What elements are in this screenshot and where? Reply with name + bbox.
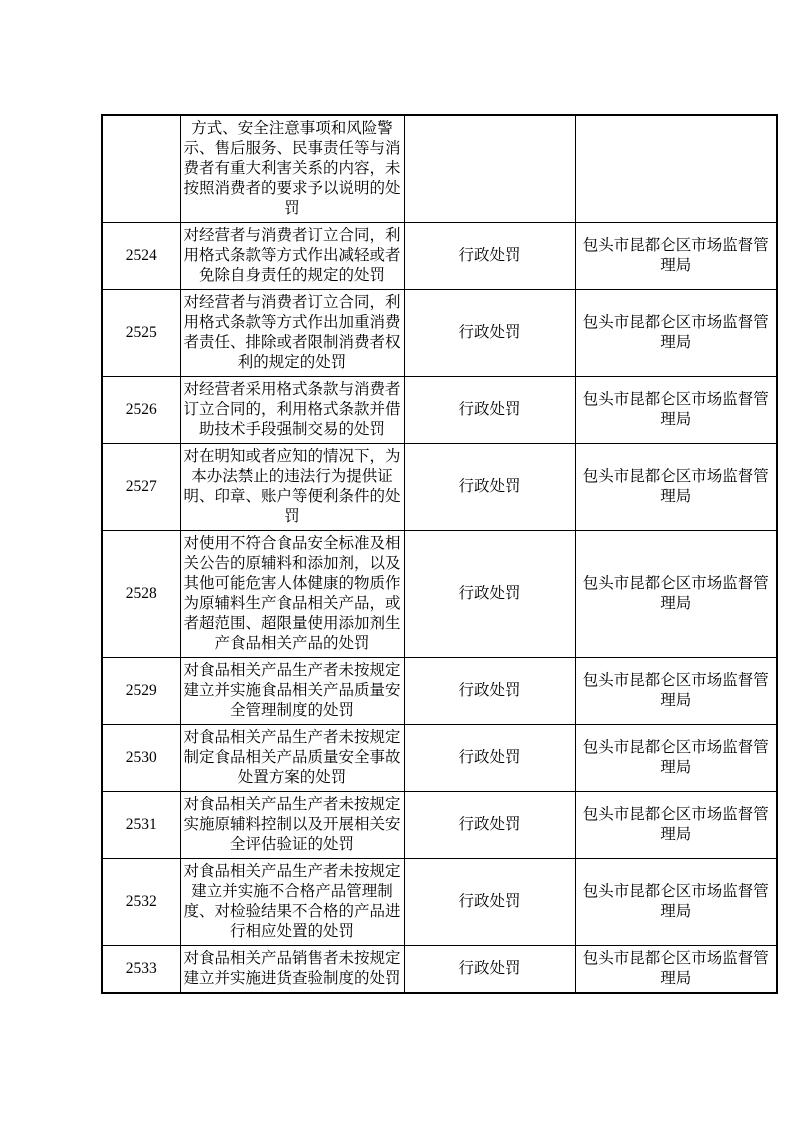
penalty-type-cell: 行政处罚 [404,725,575,792]
penalty-type-cell: 行政处罚 [404,377,575,444]
agency-cell: 包头市昆都仑区市场监督管理局 [575,531,777,658]
agency-cell [575,115,777,223]
row-description-cell: 对经营者采用格式条款与消费者订立合同的，利用格式条款并借助技术手段强制交易的处罚 [180,377,404,444]
agency-cell: 包头市昆都仑区市场监督管理局 [575,792,777,859]
row-description-cell: 对使用不符合食品安全标准及相关公告的原辅料和添加剂，以及其他可能危害人体健康的物质作为原辅料生产食品相关产品，或者超范围、超限量使用添加剂生产食品相关产品的处罚 [180,531,404,658]
row-id-cell [102,115,180,223]
agency-cell: 包头市昆都仑区市场监督管理局 [575,946,777,994]
table-body [102,115,777,993]
penalty-type-cell: 行政处罚 [404,658,575,725]
row-description-cell: 对经营者与消费者订立合同，利用格式条款等方式作出减轻或者免除自身责任的规定的处罚 [180,223,404,290]
table-row [102,444,777,531]
agency-cell: 包头市昆都仑区市场监督管理局 [575,377,777,444]
row-id-cell: 2524 [102,223,180,290]
table-row [102,290,777,377]
row-id-cell: 2529 [102,658,180,725]
row-description-cell: 对食品相关产品生产者未按规定建立并实施不合格产品管理制度、对检验结果不合格的产品进行相应处置的处罚 [180,859,404,946]
penalty-type-cell: 行政处罚 [404,946,575,994]
table-row [102,792,777,859]
agency-cell: 包头市昆都仑区市场监督管理局 [575,859,777,946]
row-description-cell: 对食品相关产品生产者未按规定建立并实施食品相关产品质量安全管理制度的处罚 [180,658,404,725]
row-id-cell: 2528 [102,531,180,658]
table-row [102,725,777,792]
row-id-cell: 2526 [102,377,180,444]
table-row [102,115,777,223]
table-row [102,658,777,725]
table-row [102,223,777,290]
penalty-type-cell: 行政处罚 [404,290,575,377]
row-id-cell: 2525 [102,290,180,377]
row-id-cell: 2527 [102,444,180,531]
row-id-cell: 2530 [102,725,180,792]
row-id-cell: 2532 [102,859,180,946]
row-description-cell: 方式、安全注意事项和风险警示、售后服务、民事责任等与消费者有重大利害关系的内容，未按照消费者的要求予以说明的处罚 [180,115,404,223]
row-id-cell: 2533 [102,946,180,994]
agency-cell: 包头市昆都仑区市场监督管理局 [575,290,777,377]
table-row [102,531,777,658]
penalty-type-cell: 行政处罚 [404,223,575,290]
agency-cell: 包头市昆都仑区市场监督管理局 [575,725,777,792]
row-description-cell: 对食品相关产品销售者未按规定建立并实施进货查验制度的处罚 [180,946,404,994]
penalty-type-cell: 行政处罚 [404,531,575,658]
row-id-cell: 2531 [102,792,180,859]
agency-cell: 包头市昆都仑区市场监督管理局 [575,658,777,725]
table-row [102,946,777,994]
row-description-cell: 对经营者与消费者订立合同，利用格式条款等方式作出加重消费者责任、排除或者限制消费者权利的规定的处罚 [180,290,404,377]
penalty-type-cell: 行政处罚 [404,859,575,946]
table-row [102,377,777,444]
penalty-type-cell: 行政处罚 [404,444,575,531]
table-row [102,859,777,946]
penalty-type-cell: 行政处罚 [404,792,575,859]
row-description-cell: 对在明知或者应知的情况下，为本办法禁止的违法行为提供证明、印章、账户等便利条件的处罚 [180,444,404,531]
agency-cell: 包头市昆都仑区市场监督管理局 [575,444,777,531]
agency-cell: 包头市昆都仑区市场监督管理局 [575,223,777,290]
penalty-type-cell [404,115,575,223]
row-description-cell: 对食品相关产品生产者未按规定实施原辅料控制以及开展相关安全评估验证的处罚 [180,792,404,859]
penalty-items-table [101,114,778,994]
row-description-cell: 对食品相关产品生产者未按规定制定食品相关产品质量安全事故处置方案的处罚 [180,725,404,792]
